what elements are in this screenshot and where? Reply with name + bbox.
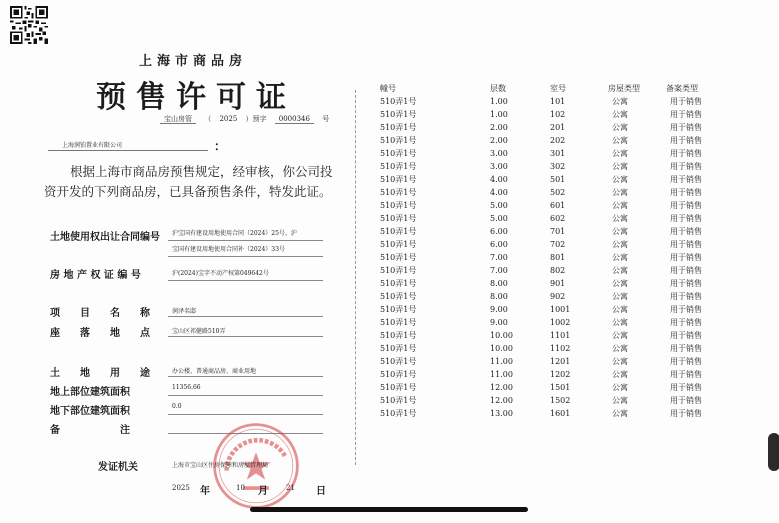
cell-record-type: 用于销售 xyxy=(670,227,702,236)
cell-record-type: 用于销售 xyxy=(670,110,702,119)
cell-record-type: 用于销售 xyxy=(670,175,702,184)
table-row xyxy=(380,355,730,368)
header-record-type: 备案类型 xyxy=(666,84,698,93)
cell-floors: 9.00 xyxy=(490,318,508,327)
page-title: 预售许可证 xyxy=(96,80,296,115)
header-floors: 层数 xyxy=(490,84,506,93)
cell-building: 510弄1号 xyxy=(380,97,417,106)
cell-record-type: 用于销售 xyxy=(670,292,702,301)
table-row xyxy=(380,264,730,277)
cell-building: 510弄1号 xyxy=(380,370,417,379)
cell-house-type: 公寓 xyxy=(612,344,628,353)
cell-building: 510弄1号 xyxy=(380,318,417,327)
date-day: 21 xyxy=(286,484,295,492)
field-value-contract: 沪宝国有建设用地使用合同（2024）25号、沪 xyxy=(172,230,297,237)
table-row xyxy=(380,277,730,290)
header-room: 室号 xyxy=(550,84,566,93)
cell-record-type: 用于销售 xyxy=(670,305,702,314)
cell-building: 510弄1号 xyxy=(380,201,417,210)
field-value-above-area: 11356.66 xyxy=(172,384,201,391)
cell-room: 101 xyxy=(550,97,566,106)
cell-floors: 11.00 xyxy=(490,370,513,379)
header-house-type: 房屋类型 xyxy=(608,84,640,93)
table-row xyxy=(380,342,730,355)
qr-code-icon xyxy=(10,6,48,44)
field-label-above-area: 地上部位建筑面积 xyxy=(50,387,130,398)
cell-room: 1001 xyxy=(550,305,571,314)
table-header xyxy=(380,82,730,95)
paragraph-line-2: 资开发的下列商品房，已具备预售条件，特发此证。 xyxy=(44,184,332,199)
table-row xyxy=(380,251,730,264)
field-line xyxy=(168,414,323,415)
cell-room: 802 xyxy=(550,266,566,275)
scrollbar-thumb[interactable] xyxy=(768,433,779,471)
cell-floors: 3.00 xyxy=(490,149,508,158)
cell-building: 510弄1号 xyxy=(380,357,417,366)
cell-floors: 12.00 xyxy=(490,383,513,392)
cell-room: 202 xyxy=(550,136,566,145)
table-row xyxy=(380,147,730,160)
cell-record-type: 用于销售 xyxy=(670,201,702,210)
cell-record-type: 用于销售 xyxy=(670,331,702,340)
cell-floors: 13.00 xyxy=(490,409,513,418)
cell-house-type: 公寓 xyxy=(612,292,628,301)
cell-room: 602 xyxy=(550,214,566,223)
cell-room: 201 xyxy=(550,123,566,132)
page-divider xyxy=(355,90,356,465)
cell-floors: 5.00 xyxy=(490,201,508,210)
title-small: 上海市商品房 xyxy=(138,54,247,69)
table-row xyxy=(380,160,730,173)
table-row xyxy=(380,329,730,342)
cell-house-type: 公寓 xyxy=(612,370,628,379)
table-row xyxy=(380,173,730,186)
cell-room: 701 xyxy=(550,227,566,236)
table-row xyxy=(380,186,730,199)
field-line xyxy=(168,395,323,396)
date-month-char: 月 xyxy=(258,486,268,497)
cell-floors: 1.00 xyxy=(490,110,508,119)
table-row xyxy=(380,108,730,121)
table-row xyxy=(380,212,730,225)
cell-house-type: 公寓 xyxy=(612,279,628,288)
cell-house-type: 公寓 xyxy=(612,227,628,236)
cell-floors: 5.00 xyxy=(490,214,508,223)
cell-house-type: 公寓 xyxy=(612,331,628,340)
cell-building: 510弄1号 xyxy=(380,396,417,405)
date-year: 2025 xyxy=(172,484,190,492)
cell-house-type: 公寓 xyxy=(612,318,628,327)
cell-building: 510弄1号 xyxy=(380,110,417,119)
date-day-char: 日 xyxy=(316,486,326,497)
cell-room: 1002 xyxy=(550,318,571,327)
cell-house-type: 公寓 xyxy=(612,253,628,262)
cell-record-type: 用于销售 xyxy=(670,162,702,171)
field-line xyxy=(168,240,323,241)
field-label-project: 项 目 名 称 xyxy=(50,308,150,319)
cell-record-type: 用于销售 xyxy=(670,97,702,106)
cell-record-type: 用于销售 xyxy=(670,344,702,353)
cell-house-type: 公寓 xyxy=(612,175,628,184)
cell-room: 302 xyxy=(550,162,566,171)
cell-record-type: 用于销售 xyxy=(670,136,702,145)
cell-building: 510弄1号 xyxy=(380,383,417,392)
table-body xyxy=(380,95,730,420)
cell-floors: 7.00 xyxy=(490,253,508,262)
cell-house-type: 公寓 xyxy=(612,357,628,366)
date-month: 10 xyxy=(236,484,245,492)
cell-floors: 10.00 xyxy=(490,331,513,340)
cell-room: 301 xyxy=(550,149,566,158)
cell-record-type: 用于销售 xyxy=(670,188,702,197)
cert-open-paren: （ xyxy=(204,115,212,123)
paragraph-line-1: 根据上海市商品房预售规定，经审核，你公司投 xyxy=(70,164,333,179)
issuer-name: 上海市宝山区住房保障和房屋管理局 xyxy=(172,462,269,469)
cert-close-word: ）预字 xyxy=(245,115,267,123)
cell-building: 510弄1号 xyxy=(380,292,417,301)
field-label-location: 座 落 地 点 xyxy=(50,328,150,339)
table-row xyxy=(380,381,730,394)
field-line xyxy=(168,316,323,317)
cell-record-type: 用于销售 xyxy=(670,266,702,275)
cell-floors: 6.00 xyxy=(490,240,508,249)
cell-house-type: 公寓 xyxy=(612,214,628,223)
company-underline xyxy=(48,150,208,151)
cell-floors: 2.00 xyxy=(490,123,508,132)
cell-record-type: 用于销售 xyxy=(670,123,702,132)
cell-house-type: 公寓 xyxy=(612,409,628,418)
cert-suffix: 号 xyxy=(322,115,330,123)
cell-floors: 8.00 xyxy=(490,292,508,301)
cell-house-type: 公寓 xyxy=(612,110,628,119)
field-label-land-use: 土 地 用 途 xyxy=(50,368,150,379)
cell-record-type: 用于销售 xyxy=(670,240,702,249)
cell-floors: 10.00 xyxy=(490,344,513,353)
cell-floors: 7.00 xyxy=(490,266,508,275)
cell-record-type: 用于销售 xyxy=(670,253,702,262)
field-line xyxy=(168,376,323,377)
cell-room: 1501 xyxy=(550,383,571,392)
cell-building: 510弄1号 xyxy=(380,279,417,288)
cell-record-type: 用于销售 xyxy=(670,318,702,327)
field-value-contract-2: 宝国有建设用地使用合同补（2024）33号 xyxy=(172,246,285,253)
table-row xyxy=(380,303,730,316)
table-row xyxy=(380,95,730,108)
cell-record-type: 用于销售 xyxy=(670,279,702,288)
cell-room: 102 xyxy=(550,110,566,119)
company-name: 上海润铂置业有限公司 xyxy=(62,142,123,149)
cell-room: 702 xyxy=(550,240,566,249)
table-row xyxy=(380,394,730,407)
table-row xyxy=(380,134,730,147)
cell-building: 510弄1号 xyxy=(380,266,417,275)
cell-record-type: 用于销售 xyxy=(670,357,702,366)
cell-building: 510弄1号 xyxy=(380,149,417,158)
cell-room: 502 xyxy=(550,188,566,197)
field-line xyxy=(168,280,323,281)
cell-house-type: 公寓 xyxy=(612,97,628,106)
cell-floors: 11.00 xyxy=(490,357,513,366)
cell-record-type: 用于销售 xyxy=(670,383,702,392)
cell-building: 510弄1号 xyxy=(380,136,417,145)
table-row xyxy=(380,316,730,329)
cell-building: 510弄1号 xyxy=(380,253,417,262)
cell-room: 601 xyxy=(550,201,566,210)
cell-floors: 4.00 xyxy=(490,175,508,184)
cell-building: 510弄1号 xyxy=(380,344,417,353)
cert-year: 2025 xyxy=(219,115,238,123)
cell-room: 801 xyxy=(550,253,566,262)
cell-house-type: 公寓 xyxy=(612,123,628,132)
header-building: 幢号 xyxy=(380,84,396,93)
cell-room: 1201 xyxy=(550,357,571,366)
cell-room: 1102 xyxy=(550,344,571,353)
cell-floors: 6.00 xyxy=(490,227,508,236)
table-row xyxy=(380,225,730,238)
issuer-label: 发证机关 xyxy=(98,462,138,473)
cell-floors: 8.00 xyxy=(490,279,508,288)
cell-building: 510弄1号 xyxy=(380,305,417,314)
cell-floors: 2.00 xyxy=(490,136,508,145)
cell-house-type: 公寓 xyxy=(612,383,628,392)
cert-number: 0000346 xyxy=(275,115,314,124)
field-value-project: 润泽名邸 xyxy=(172,308,197,315)
table-row xyxy=(380,290,730,303)
cell-building: 510弄1号 xyxy=(380,162,417,171)
field-value-land-use: 办公楼、普通商品房、商业用地 xyxy=(172,368,257,375)
cell-house-type: 公寓 xyxy=(612,149,628,158)
cell-record-type: 用于销售 xyxy=(670,370,702,379)
certificate-number xyxy=(160,114,335,124)
cell-floors: 1.00 xyxy=(490,97,508,106)
field-label-below-area: 地下部位建筑面积 xyxy=(50,406,130,417)
cell-house-type: 公寓 xyxy=(612,201,628,210)
cell-room: 1202 xyxy=(550,370,571,379)
cell-room: 501 xyxy=(550,175,566,184)
cell-building: 510弄1号 xyxy=(380,409,417,418)
cell-floors: 3.00 xyxy=(490,162,508,171)
field-label-contract: 土地使用权出让合同编号 xyxy=(50,232,160,243)
cell-room: 1502 xyxy=(550,396,571,405)
field-label-remarks: 备 注 xyxy=(50,425,130,436)
cell-room: 901 xyxy=(550,279,566,288)
table-row xyxy=(380,368,730,381)
field-value-below-area: 0.0 xyxy=(172,403,182,410)
cell-building: 510弄1号 xyxy=(380,227,417,236)
date-year-char: 年 xyxy=(200,486,210,497)
table-row xyxy=(380,121,730,134)
cell-building: 510弄1号 xyxy=(380,175,417,184)
cell-house-type: 公寓 xyxy=(612,240,628,249)
home-indicator[interactable] xyxy=(250,507,528,512)
cell-floors: 4.00 xyxy=(490,188,508,197)
cell-floors: 9.00 xyxy=(490,305,508,314)
table-row xyxy=(380,199,730,212)
field-line xyxy=(168,256,323,257)
cell-house-type: 公寓 xyxy=(612,188,628,197)
cell-building: 510弄1号 xyxy=(380,188,417,197)
cell-record-type: 用于销售 xyxy=(670,149,702,158)
cell-house-type: 公寓 xyxy=(612,396,628,405)
cell-record-type: 用于销售 xyxy=(670,214,702,223)
cell-room: 1601 xyxy=(550,409,571,418)
field-label-property-cert: 房 地 产 权 证 编 号 xyxy=(50,270,141,281)
field-value-location: 宝山区祁健路510弄 xyxy=(172,328,226,335)
cell-record-type: 用于销售 xyxy=(670,409,702,418)
cell-record-type: 用于销售 xyxy=(670,396,702,405)
cell-floors: 12.00 xyxy=(490,396,513,405)
table-row xyxy=(380,238,730,251)
certificate-paragraph xyxy=(44,162,354,202)
cell-house-type: 公寓 xyxy=(612,136,628,145)
cert-prefix: 宝山房管 xyxy=(160,115,196,124)
cell-house-type: 公寓 xyxy=(612,266,628,275)
table-row xyxy=(380,407,730,420)
field-value-property-cert: 沪(2024)宝字不动产权第049642号 xyxy=(172,270,269,277)
cell-room: 902 xyxy=(550,292,566,301)
company-colon: ： xyxy=(214,139,227,153)
cell-building: 510弄1号 xyxy=(380,214,417,223)
cell-building: 510弄1号 xyxy=(380,240,417,249)
cell-house-type: 公寓 xyxy=(612,305,628,314)
cell-building: 510弄1号 xyxy=(380,331,417,340)
field-line xyxy=(168,336,323,337)
cell-room: 1101 xyxy=(550,331,571,340)
unit-table xyxy=(380,82,730,420)
cell-building: 510弄1号 xyxy=(380,123,417,132)
cell-house-type: 公寓 xyxy=(612,162,628,171)
